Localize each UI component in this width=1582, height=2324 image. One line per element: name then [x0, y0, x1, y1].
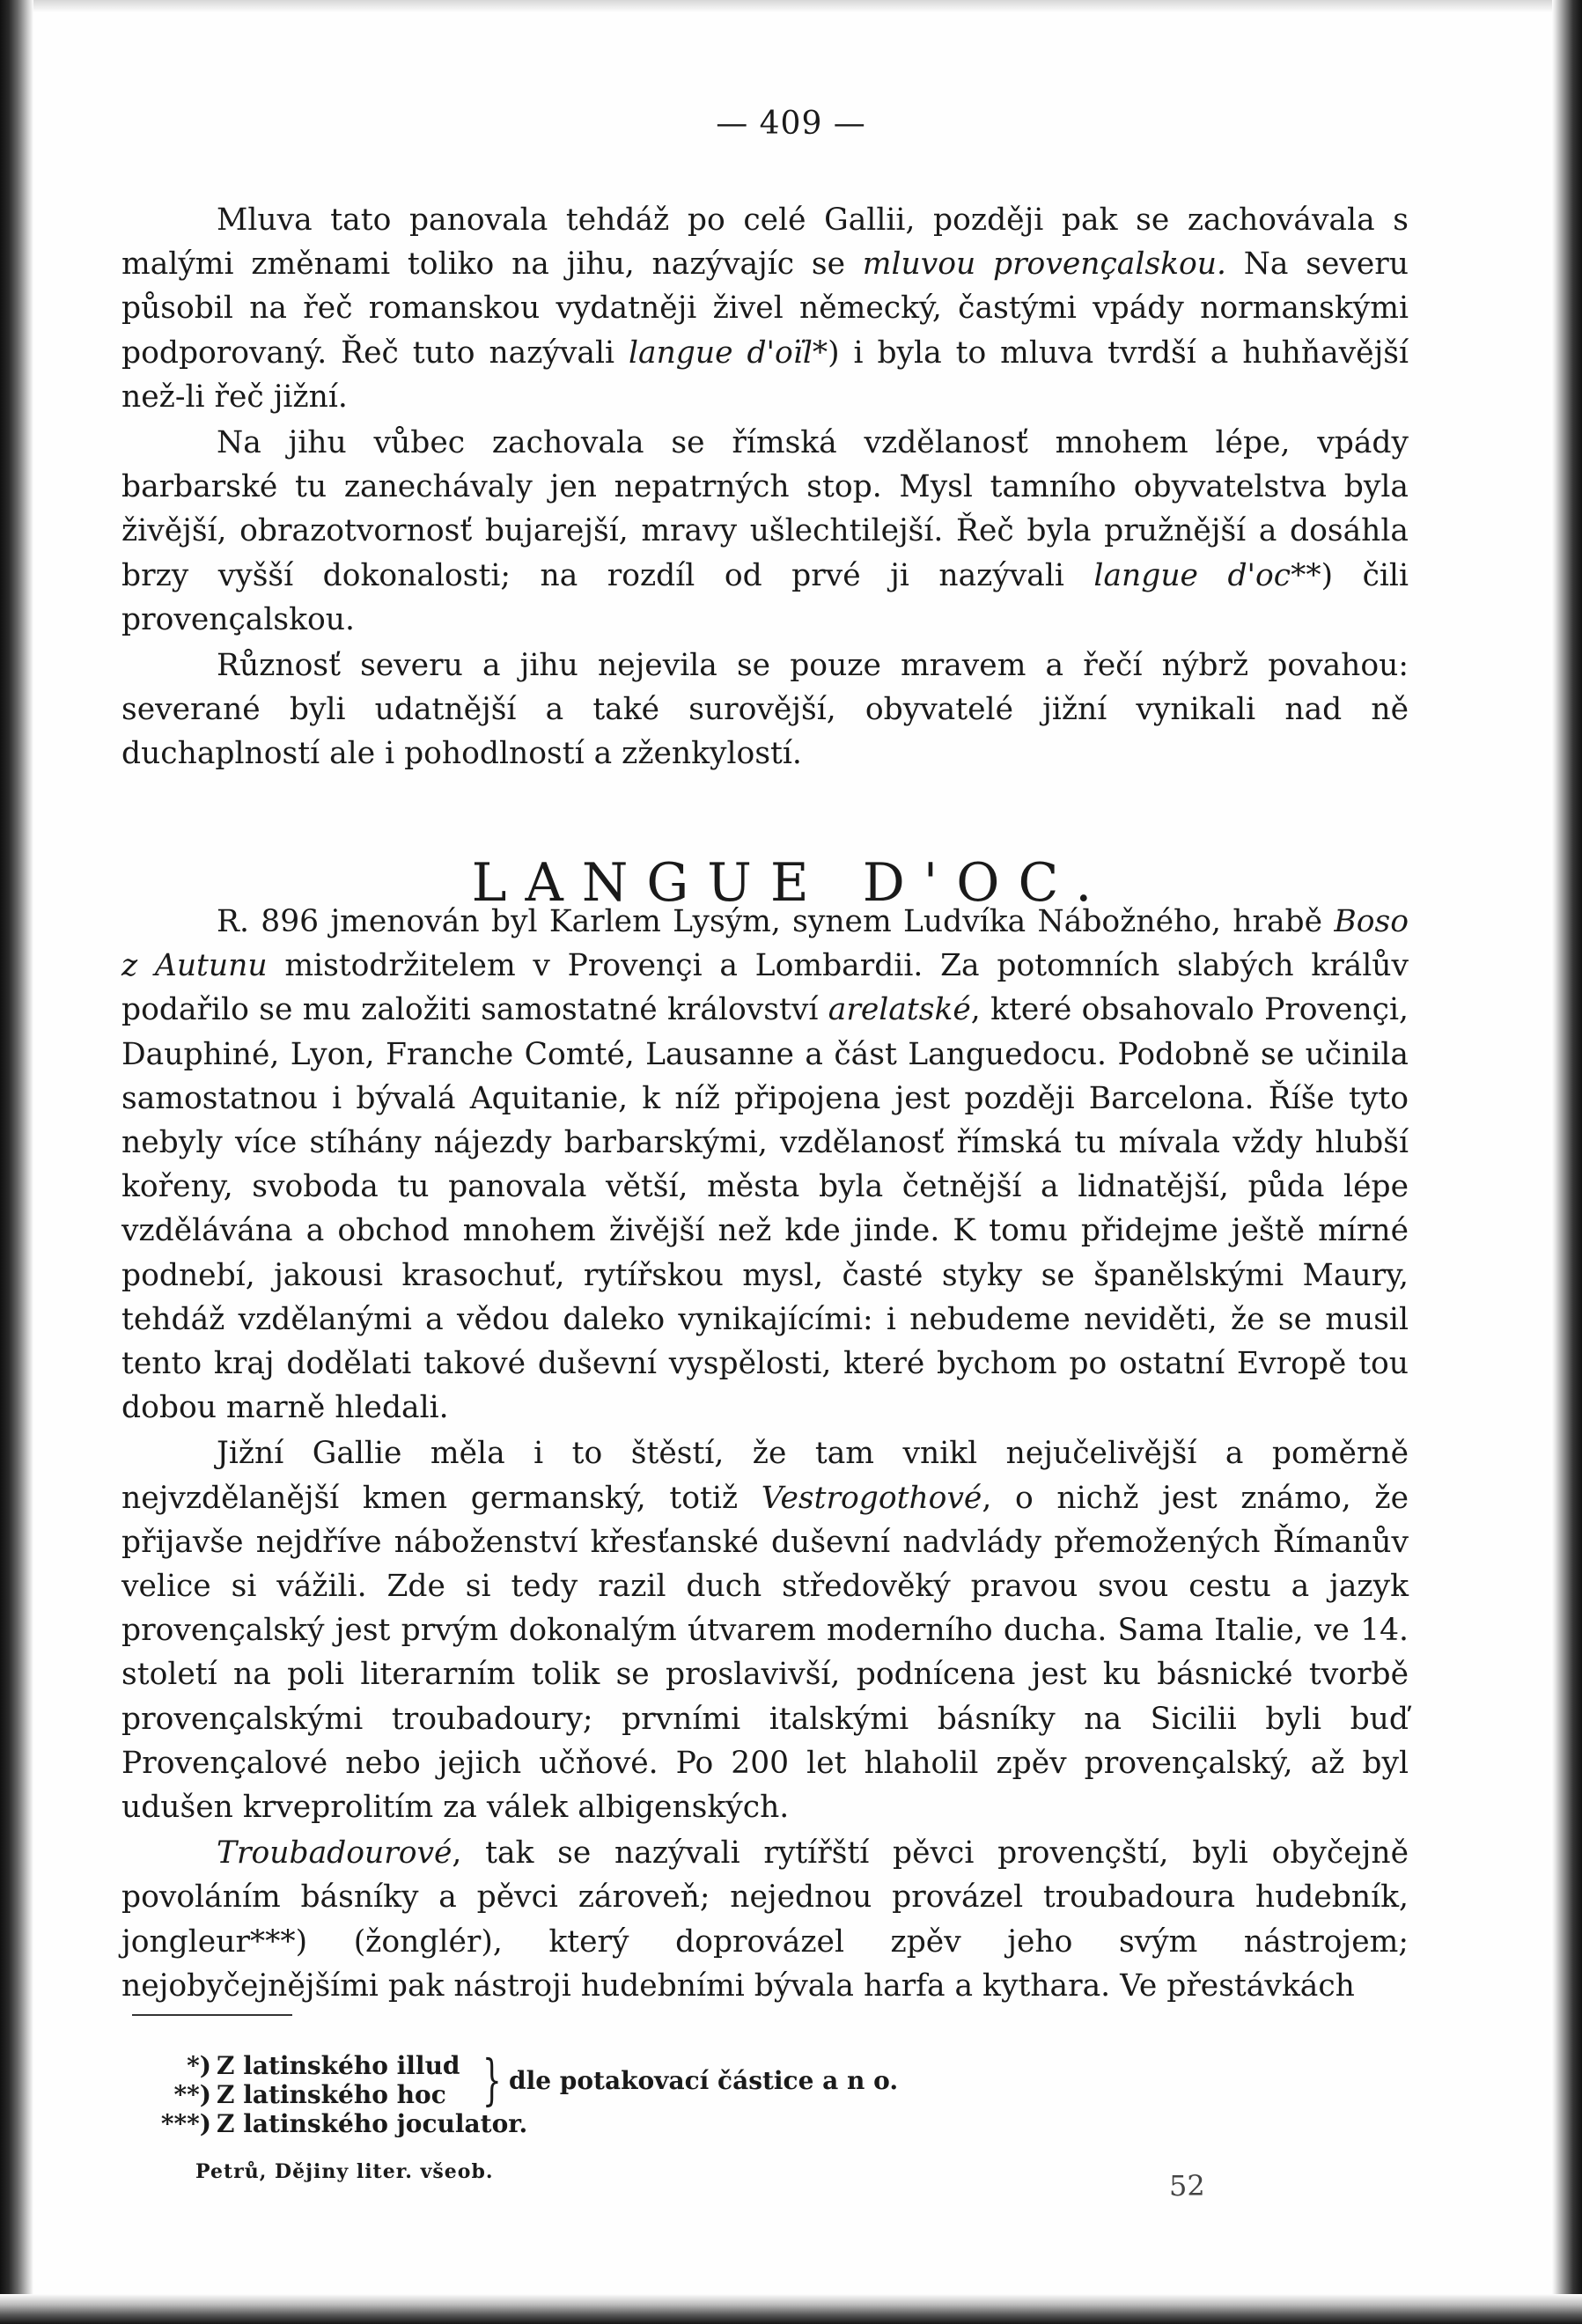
italic-text: mluvou provençalskou.: [862, 246, 1226, 283]
page-edge-left: [0, 0, 33, 2324]
footnote-3: [123, 2109, 916, 2138]
paragraph: [121, 198, 1409, 419]
text-run: , tak se nazývali rytířští pěvci provençští, byli obyčejně povoláním básníky a pěvci zároveň; nejednou provázel troubadoura hudebník, jongleur***) (žonglér), který doprovázel zpěv jeho svým nástrojem; nejobyčejnějšími pak nástroji hudebními bývala harfa a kythara. Ve přestávkách: [121, 1835, 1409, 2004]
paragraph: [121, 1431, 1409, 1829]
text-run: *) i byla to mluva tvrdší a huhňavější než-li řeč jižní.: [121, 335, 1409, 415]
paragraph: [121, 900, 1409, 1430]
page-edge-bottom: [0, 2294, 1582, 2324]
paragraph: [121, 1831, 1409, 2008]
text-run: , které obsahovalo Provençi, Dauphiné, Lyon, Franche Comté, Lausanne a část Languedocu. Podobně se učinila samostatnou i bývalá Aquitanie, k níž připojena jest později Barcelona. Říše tyto nebyly více stíhány nájezdy barbarskými, vzdělanosť římská tu mívala vždy hlubší kořeny, svoboda tu panovala větší, města byla četnější a lidnatější, půda lépe vzdělávána a obchod mnohem živější než kde jinde. K tomu přidejme ještě mírné podnebí, jakousi krasochuť, rytířskou mysl, časté styky se španělskými Maury, tehdáž vzdělanými a vědou daleko vynikajícími: i nebudeme neviděti, že se musil tento kraj dodělati takové duševní vyspělosti, které bychom po ostatní Evropě tou dobou marně hledali.: [121, 992, 1409, 1426]
italic-text: Vestrogothové: [761, 1480, 982, 1516]
text-run: Jižní Gallie měla i to štěstí, že tam vnikl nejučelivější a poměrně nejvzdělanější kmen germanský, totiž: [121, 1436, 1409, 1516]
page-edge-top: [0, 0, 1582, 12]
text-run: Na severu působil na řeč romanskou vydatněji živel německý, častými vpády normanskými podporovaný. Řeč tuto nazývali: [121, 246, 1409, 371]
text-run: Mluva tato panovala tehdáž po celé Gallii, později pak se zachovávala s malými změnami toliko na jihu, nazývajíc se: [121, 202, 1409, 283]
page-edge-right: [1552, 0, 1582, 2324]
section-text: [121, 900, 1409, 2008]
text-run: Na jihu vůbec zachovala se římská vzdělanosť mnohem lépe, vpády barbarské tu zanechávaly jen nepatrných stop. Mysl tamního obyvatelstva byla živější, obrazotvornosť bujarejší, mravy ušlechtilejší. Řeč byla pružnější a dosáhla brzy vyšší dokonalosti; na rozdíl od prvé ji nazývali: [121, 425, 1409, 593]
signature-line: Petrů, Dějiny liter. všeob.: [195, 2160, 494, 2183]
footnote-brace-text: dle potakovací částice a n o.: [509, 2066, 899, 2095]
footnotes: [123, 2048, 916, 2138]
footnote-mark: **): [173, 2080, 211, 2109]
text-run: , o nichž jest známo, že přijavše nejdříve náboženství křesťanské duševní nadvlády přemožených Římanův velice si vážili. Zde si tedy razil duch středověký pravou svou cestu a jazyk provençalský jest prvým dokonalým útvarem moderního ducha. Sama Italie, ve 14. století na poli literarním tolik se proslavivší, podnícena jest ku básnické tvorbě provençalskými troubadoury; prvními italskými básníky na Sicilii byli buď Provençalové nebo jejich učňové. Po 200 let hlaholil zpěv provençalský, až byl udušen krveprolitím za válek albigenských.: [121, 1480, 1409, 1826]
footnote-rule: [132, 2014, 292, 2016]
italic-text: langue d'oc: [1093, 557, 1291, 593]
text-run: R. 896 jmenován byl Karlem Lysým, synem Ludvíka Nábožného, hrabě: [217, 904, 1335, 939]
italic-text: langue d'oïl: [628, 335, 813, 371]
page-number: — 409 —: [716, 106, 866, 142]
footnote-mark: ***): [160, 2109, 211, 2138]
footnote-text: Z latinského hoc: [217, 2080, 446, 2109]
text-run: Různosť severu a jihu nejevila se pouze mravem a řečí nýbrž povahou: severané byli udatnější a také surovější, obyvatelé jižní vynikali nad ně duchaplností ale i pohodlností a zženkylostí.: [121, 648, 1409, 772]
footnote-text: Z latinského illud: [217, 2051, 460, 2080]
text-run: mistodržitelem v Provençi a Lombardii. Za potomních slabých králův podařilo se mu založiti samostatné království: [121, 948, 1409, 1028]
paragraph: [121, 644, 1409, 776]
curly-brace: }: [482, 2048, 502, 2112]
sheet-mark: 52: [1169, 2169, 1205, 2203]
italic-text: arelatské: [828, 992, 971, 1028]
footnote-mark: *): [187, 2051, 211, 2080]
italic-text: Boso z Autunu: [121, 904, 1409, 984]
section-heading: LANGUE D'OC.: [471, 851, 1111, 914]
footnote-text: Z latinského joculator.: [217, 2109, 528, 2138]
text-run: **) čili provençalskou.: [121, 557, 1409, 637]
italic-text: Troubadourové: [217, 1835, 453, 1872]
paragraph: [121, 421, 1409, 642]
intro-text: [121, 198, 1409, 776]
